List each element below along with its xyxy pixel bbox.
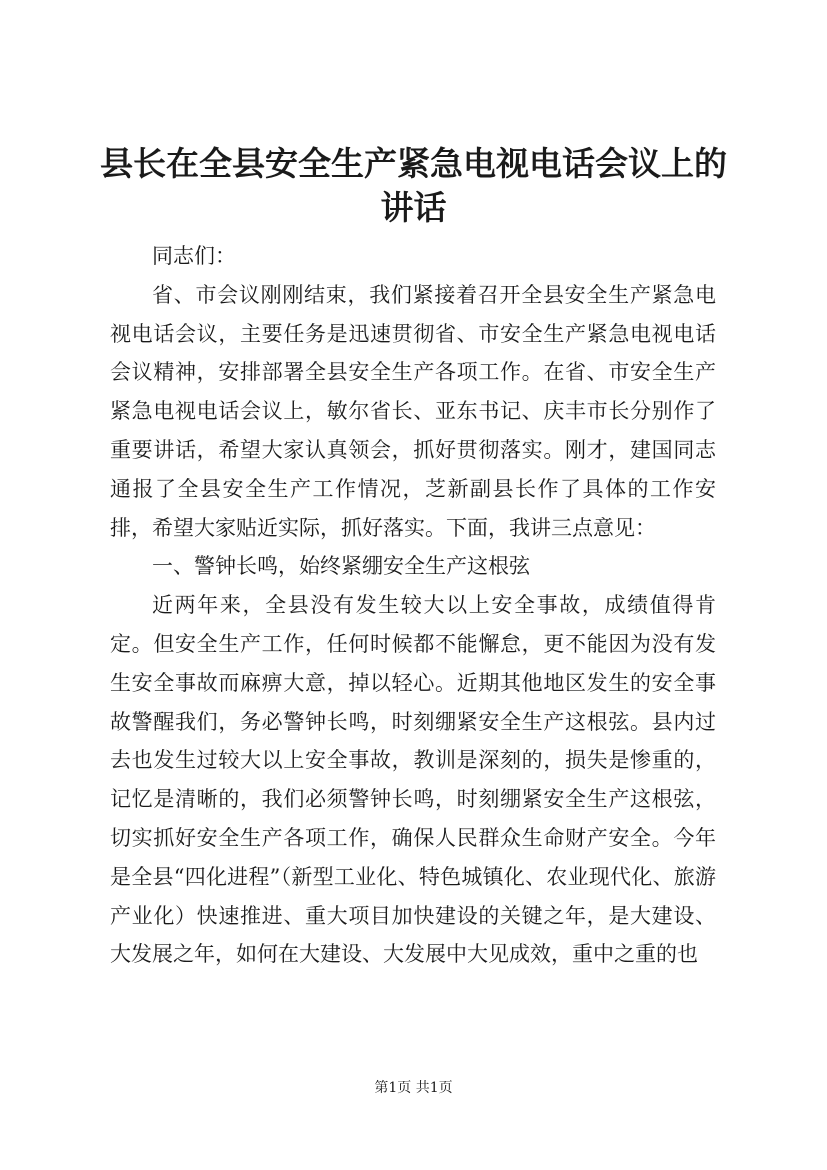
salutation: 同志们：: [152, 244, 236, 268]
section-heading-1: 一、警钟长鸣，始终紧绷安全生产这根弦: [152, 554, 530, 579]
paragraph-section-1: 近两年来，全县没有发生较大以上安全事故，成绩值得肯定。但安全生产工作，任何时候都不能懈怠，更不能因为没有发生安全事故而麻痹大意，掉以轻心。近期其他地区发生的安全事故警醒我们，务必警钟长鸣，时刻绷紧安全生产这根弦。县内过去也发生过较大以上安全事故，教训是深刻的，损失是惨重的，记忆是清晰的，我们必须警钟长鸣，时刻绷紧安全生产这根弦，切实抓好安全生产各项工作，确保人民群众生命财产安全。今年是全县“四化进程”（新型工业化、特色城镇化、农业现代化、旅游产业化）快速推进、重大项目加快建设的关键之年，是大建设、大发展之年，如何在大建设、大发展中大见成效，重中之重的也: [110, 593, 716, 967]
document-body: [110, 237, 716, 974]
paragraph-opening: 省、市会议刚刚结束，我们紧接着召开全县安全生产紧急电视电话会议，主要任务是迅速贯彻省、市安全生产紧急电视电话会议精神，安排部署全县安全生产各项工作。在省、市安全生产紧急电视电话会议上，敏尔省长、亚东书记、庆丰市长分别作了重要讲话，希望大家认真领会，抓好贯彻落实。刚才，建国同志通报了全县安全生产工作情况，芝新副县长作了具体的工作安排，希望大家贴近实际，抓好落实。下面，我讲三点意见：: [110, 282, 716, 540]
document-title: 县长在全县安全生产紧急电视电话会议上的讲话: [100, 144, 727, 227]
page-footer: 第1页 共1页: [374, 1080, 453, 1096]
